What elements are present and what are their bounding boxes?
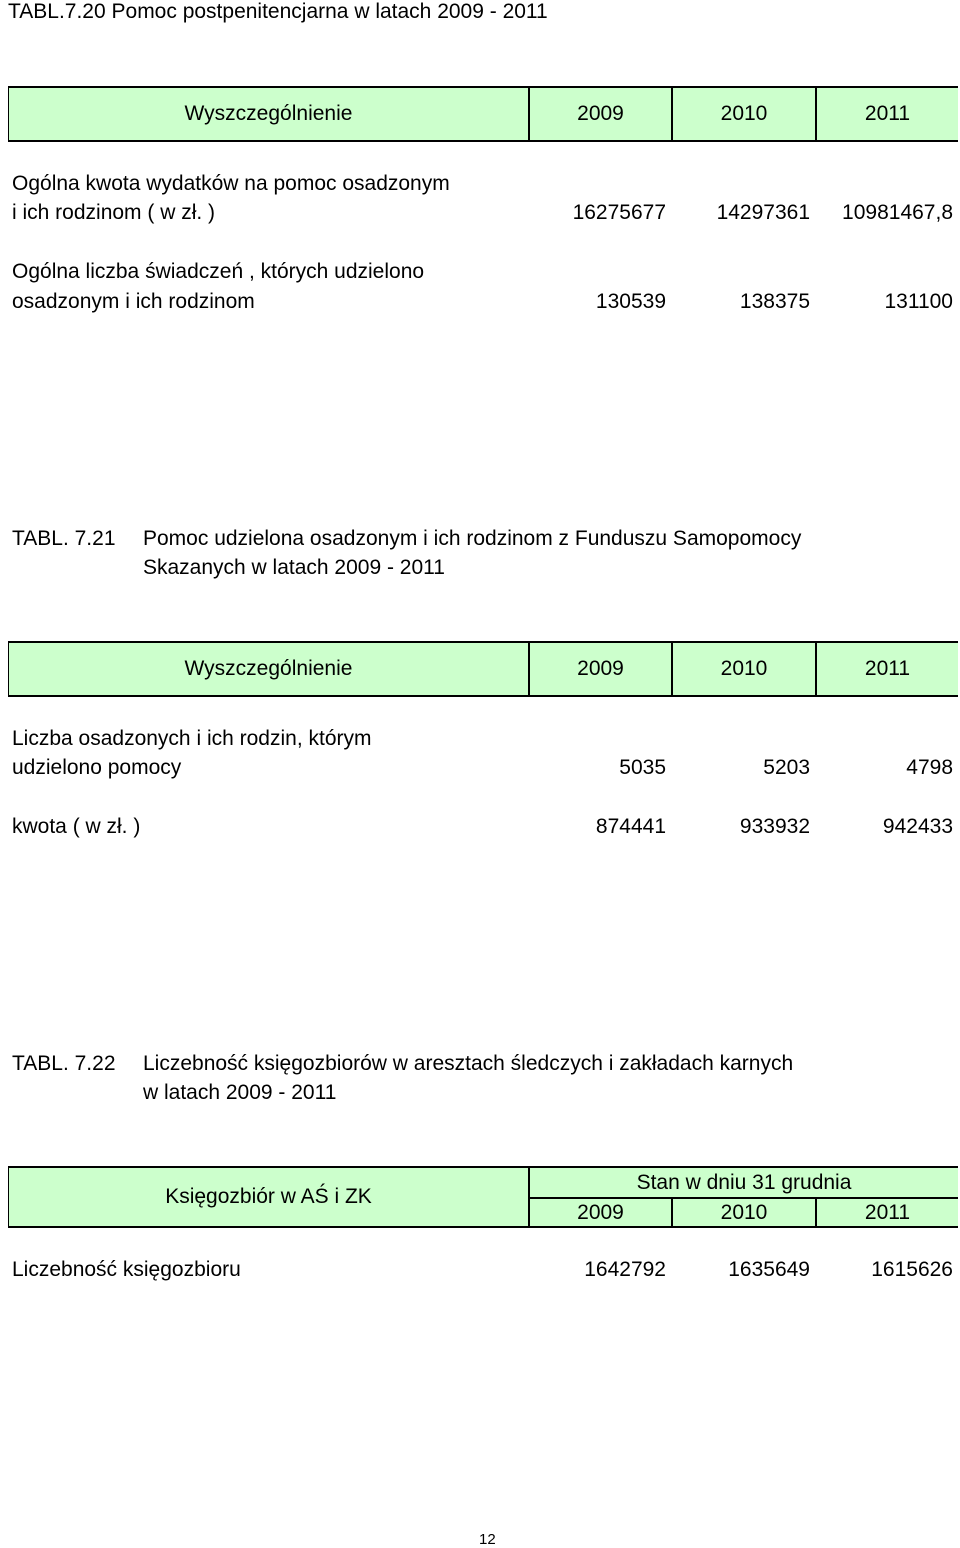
header-col-label: Wyszczególnienie: [184, 102, 353, 125]
table-7-22-header: [8, 1166, 958, 1228]
cell-value: 10981467,8: [842, 201, 953, 224]
header-year: 2011: [864, 1200, 911, 1224]
row-label: kwota ( w zł. ): [12, 815, 141, 838]
cell-value: 1615626: [871, 1258, 953, 1281]
cell-value: 130539: [595, 290, 666, 313]
cell-value: 5203: [763, 756, 810, 779]
table-7-22-title: w latach 2009 - 2011: [143, 1081, 337, 1104]
header-year: 2009: [577, 1200, 624, 1224]
cell-value: 131100: [884, 290, 953, 313]
row-label: Ogólna liczba świadczeń , których udzielono: [12, 260, 425, 283]
cell-value: 874441: [595, 815, 666, 838]
table-7-22-title: Liczebność księgozbiorów w aresztach śledczych i zakładach karnych: [143, 1052, 794, 1075]
header-group-label: Stan w dniu 31 grudnia: [636, 1170, 852, 1194]
header-col-label: Księgozbiór w AŚ i ZK: [165, 1185, 372, 1208]
header-year: 2011: [864, 102, 911, 125]
table-7-21-title: Pomoc udzielona osadzonym i ich rodzinom z Funduszu Samopomocy: [143, 527, 802, 550]
row-label: i ich rodzinom ( w zł. ): [12, 201, 216, 224]
cell-value: 138375: [739, 290, 810, 313]
row-label: osadzonym i ich rodzinom: [12, 290, 255, 313]
table-7-20-header: [8, 86, 958, 142]
table-7-21-title-prefix: TABL. 7.21: [12, 527, 116, 550]
cell-value: 16275677: [572, 201, 666, 224]
header-year: 2009: [577, 657, 624, 680]
header-col-label: Wyszczególnienie: [184, 657, 353, 680]
cell-value: 933932: [739, 815, 810, 838]
header-year: 2011: [864, 657, 911, 680]
table-7-21-header: [8, 641, 958, 697]
header-year: 2010: [720, 1200, 768, 1224]
header-year: 2010: [720, 102, 768, 125]
header-year: 2009: [577, 102, 624, 125]
cell-value: 14297361: [716, 201, 810, 224]
cell-value: 4798: [906, 756, 953, 779]
header-year: 2010: [720, 657, 768, 680]
cell-value: 5035: [619, 756, 666, 779]
cell-value: 1635649: [728, 1258, 810, 1281]
row-label: Liczba osadzonych i ich rodzin, którym: [12, 727, 372, 750]
table-7-20-title: TABL.7.20 Pomoc postpenitencjarna w latach 2009 - 2011: [8, 0, 548, 23]
cell-value: 1642792: [584, 1258, 666, 1281]
row-label: Liczebność księgozbioru: [12, 1258, 241, 1281]
row-label: udzielono pomocy: [12, 756, 182, 779]
table-7-21-title: Skazanych w latach 2009 - 2011: [143, 556, 445, 579]
cell-value: 942433: [882, 815, 953, 838]
table-7-22-title-prefix: TABL. 7.22: [12, 1052, 116, 1075]
page-number: 12: [479, 1531, 496, 1548]
row-label: Ogólna kwota wydatków na pomoc osadzonym: [12, 172, 450, 195]
